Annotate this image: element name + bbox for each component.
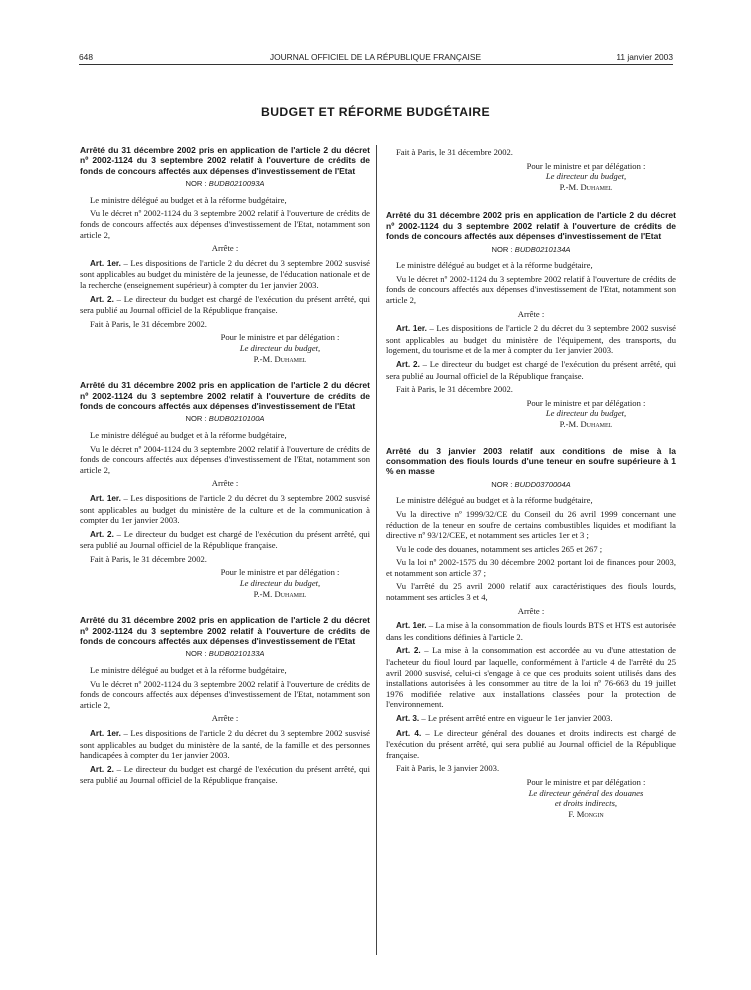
article-text: – Le directeur du budget est chargé de l'exécution du présent arrêté, qui sera publié au Journal officiel de la République française. xyxy=(80,763,370,786)
arrete-title: Arrêté du 31 décembre 2002 pris en application de l'article 2 du décret nº 2002-1124 du 3 septembre 2002 relatif à l'ouverture de crédits de fonds de concours affectés aux dépenses d'investissement de l'Etat xyxy=(386,210,676,242)
article-label: Art. 2. xyxy=(396,646,421,656)
nor-code: BUDB0210093A xyxy=(208,179,265,189)
arrete-block xyxy=(80,615,370,786)
page-number: 648 xyxy=(79,52,93,62)
signature-block xyxy=(496,777,676,819)
article-1 xyxy=(386,323,676,356)
visa: Vu le décret nº 2002-1124 du 3 septembre 2002 relatif à l'ouverture de crédits de fonds de concours affectés aux dépenses d'investissement de l'Etat, notamment son article 2, xyxy=(386,273,676,305)
article-text: – Le directeur du budget est chargé de l'exécution du présent arrêté, qui sera publié au Journal officiel de la République française. xyxy=(80,293,370,316)
place-date: Fait à Paris, le 31 décembre 2002. xyxy=(396,147,513,157)
arrete-title: Arrêté du 31 décembre 2002 pris en application de l'article 2 du décret nº 2002-1124 du 3 septembre 2002 relatif à l'ouverture de crédits de fonds de concours affectés aux dépenses d'investissement de l'Etat xyxy=(80,380,370,411)
signature-block xyxy=(190,332,370,364)
signature-block xyxy=(496,161,676,193)
nor-code: BUDB0210100A xyxy=(208,414,265,424)
article-label: Art. 1er. xyxy=(396,621,427,631)
signatory-name: P.-M. Duhamel xyxy=(253,588,307,599)
signatory-name: F. Mongin xyxy=(568,808,604,819)
minister-line: Le ministre délégué au budget et à la réforme budgétaire, xyxy=(90,665,287,676)
article-text: – Le directeur du budget est chargé de l'exécution du présent arrêté, qui sera publié au Journal officiel de la République française. xyxy=(386,358,676,381)
signatory-function: Le directeur du budget, xyxy=(239,578,321,589)
nor-reference xyxy=(386,480,676,491)
nor-label: NOR : xyxy=(185,649,207,659)
nor-code: BUDB0210134A xyxy=(514,244,571,254)
article-2 xyxy=(80,294,370,316)
arrete-word: Arrête : xyxy=(517,605,545,616)
arrete-block xyxy=(386,210,676,429)
arrete-word: Arrête : xyxy=(211,713,239,724)
arrete-word: Arrête : xyxy=(211,243,239,254)
nor-reference xyxy=(80,414,370,425)
article-1 xyxy=(386,620,676,642)
nor-reference xyxy=(80,649,370,660)
arrete-block xyxy=(80,145,370,364)
article-label: Art. 2. xyxy=(396,359,420,369)
journal-title: JOURNAL OFFICIEL DE LA RÉPUBLIQUE FRANÇAISE xyxy=(269,52,482,62)
arrete-title: Arrêté du 31 décembre 2002 pris en application de l'article 2 du décret nº 2002-1124 du 3 septembre 2002 relatif à l'ouverture de crédits de fonds de concours affectés aux dépenses d'investissement de l'Etat xyxy=(80,145,370,176)
minister-line: Le ministre délégué au budget et à la réforme budgétaire, xyxy=(90,429,287,440)
signature-block xyxy=(496,398,676,430)
visa: Vu le code des douanes, notamment ses articles 265 et 267 ; xyxy=(396,543,603,554)
arrete-word: Arrête : xyxy=(211,478,239,489)
article-label: Art. 2. xyxy=(90,764,114,774)
visa: Vu la directive nº 1999/32/CE du Conseil du 26 avril 1999 concernant une réduction de la teneur en soufre de certains combustibles liquides et modifiant la directive nº 93/12/CEE, et notamment ses articles 1er et 3 ; xyxy=(386,508,676,541)
article-2 xyxy=(80,764,370,786)
article-label: Art. 1er. xyxy=(90,729,121,739)
place-date: Fait à Paris, le 31 décembre 2002. xyxy=(396,384,513,395)
article-3 xyxy=(386,713,676,725)
signatory-function: Le directeur du budget, xyxy=(545,171,627,182)
signatory-function: Le directeur du budget, xyxy=(239,342,321,353)
visa: Vu l'arrêté du 25 avril 2000 relatif aux caractéristiques des fiouls lourds, notamment ses articles 3 et 4, xyxy=(386,581,676,603)
article-label: Art. 1er. xyxy=(90,493,121,503)
arrete-title: Arrêté du 31 décembre 2002 pris en application de l'article 2 du décret nº 2002-1124 du 3 septembre 2002 relatif à l'ouverture de crédits de fonds de concours affectés aux dépenses d'investissement de l'Etat xyxy=(80,615,370,647)
place-date: Fait à Paris, le 3 janvier 2003. xyxy=(396,763,500,774)
minister-line: Le ministre délégué au budget et à la réforme budgétaire, xyxy=(396,495,593,506)
article-text: – Les dispositions de l'article 2 du décret du 3 septembre 2002 susvisé sont applicables au budget du ministère de l'équipement, des transports, du logement, du tourisme et de la mer à compter du 1er janvier 2003. xyxy=(386,323,676,356)
article-label: Art. 1er. xyxy=(396,324,427,334)
signatory-function: et droits indirects, xyxy=(554,798,618,809)
article-4 xyxy=(386,728,676,761)
article-text: – Le présent arrêté entre en vigueur le 1er janvier 2003. xyxy=(419,713,613,723)
visa: Vu le décret nº 2002-1124 du 3 septembre 2002 relatif à l'ouverture de crédits de fonds de concours affectés aux dépenses d'investissement de l'Etat, notamment son article 2, xyxy=(80,208,370,240)
issue-date: 11 janvier 2003 xyxy=(616,52,673,62)
nor-code: BUDD0370004A xyxy=(514,479,571,489)
article-label: Art. 3. xyxy=(396,714,420,723)
article-2 xyxy=(80,529,370,551)
left-column xyxy=(80,145,370,802)
article-text: – Le directeur du budget est chargé de l'exécution du présent arrêté, qui sera publié au Journal officiel de la République française. xyxy=(80,528,370,551)
place-date: Fait à Paris, le 31 décembre 2002. xyxy=(90,553,207,564)
article-label: Art. 1er. xyxy=(90,258,121,268)
header-rule xyxy=(79,64,673,65)
article-text: – Le directeur général des douanes et droits indirects est chargé de l'exécution du présent arrêté, qui sera publié au Journal officiel de la République française. xyxy=(386,727,676,760)
delegation-line: Pour le ministre et par délégation : xyxy=(526,776,646,787)
article-1 xyxy=(80,493,370,526)
nor-label: NOR : xyxy=(185,414,207,424)
section-title: BUDGET ET RÉFORME BUDGÉTAIRE xyxy=(261,105,490,119)
nor-label: NOR : xyxy=(491,479,513,489)
nor-label: NOR : xyxy=(185,179,207,189)
signatory-name: P.-M. Duhamel xyxy=(253,353,307,364)
continued-signature xyxy=(386,147,676,192)
delegation-line: Pour le ministre et par délégation : xyxy=(526,397,646,408)
article-label: Art. 2. xyxy=(90,294,114,304)
arrete-block xyxy=(80,380,370,599)
place-date: Fait à Paris, le 31 décembre 2002. xyxy=(90,318,207,329)
delegation-line: Pour le ministre et par délégation : xyxy=(526,160,646,171)
article-label: Art. 2. xyxy=(90,529,114,539)
arrete-block xyxy=(386,446,676,820)
signatory-function: Le directeur du budget, xyxy=(545,408,627,419)
nor-reference xyxy=(386,245,676,256)
signatory-function: Le directeur général des douanes xyxy=(528,787,644,798)
arrete-word: Arrête : xyxy=(517,308,545,319)
article-text: – Les dispositions de l'article 2 du décret du 3 septembre 2002 susvisé sont applicables au budget du ministère de la santé, de la famille et des personnes handicapées à compter du 1er janvier 2003. xyxy=(80,728,370,761)
visa: Vu le décret nº 2002-1124 du 3 septembre 2002 relatif à l'ouverture de crédits de fonds de concours affectés aux dépenses d'investissement de l'Etat, notamment son article 2, xyxy=(80,678,370,710)
column-divider xyxy=(376,145,377,955)
visa: Vu le décret nº 2004-1124 du 3 septembre 2002 relatif à l'ouverture de crédits de fonds de concours affectés aux dépenses d'investissement de l'Etat, notamment son article 2, xyxy=(80,443,370,475)
article-text: – Les dispositions de l'article 2 du décret du 3 septembre 2002 susvisé sont applicables au budget du ministère de la culture et de la communication à compter du 1er janvier 2003. xyxy=(80,492,370,526)
nor-reference xyxy=(80,179,370,190)
article-1 xyxy=(80,728,370,761)
signatory-name: P.-M. Duhamel xyxy=(559,418,613,429)
minister-line: Le ministre délégué au budget et à la réforme budgétaire, xyxy=(90,194,287,205)
arrete-title: Arrêté du 3 janvier 2003 relatif aux conditions de mise à la consommation des fiouls lourds d'une teneur en soufre supérieure à 1 % en masse xyxy=(386,445,676,477)
nor-code: BUDB0210133A xyxy=(208,649,265,659)
nor-label: NOR : xyxy=(491,244,513,254)
right-column xyxy=(386,145,676,835)
article-1 xyxy=(80,258,370,291)
minister-line: Le ministre délégué au budget et à la réforme budgétaire, xyxy=(396,260,593,271)
article-2 xyxy=(386,359,676,381)
article-text: – La mise à la consommation est accordée au vu d'une attestation de l'acheteur du fioul lourd par laquelle, conformément à l'article 4 de l'arrêté du 25 avril 2000 susvisé, celui-ci s'engage à ce que ces produits soient utilisés dans des installations autorisées à les consommer au titre de la loi nº 76-663 du 19 juillet 1976 modifiée relative aux installations classées pour la protection de l'environnement. xyxy=(386,645,676,710)
article-2 xyxy=(386,645,676,710)
visa: Vu la loi nº 2002-1575 du 30 décembre 2002 portant loi de finances pour 2003, et notamment son article 37 ; xyxy=(386,557,676,578)
article-label: Art. 4. xyxy=(396,728,422,738)
delegation-line: Pour le ministre et par délégation : xyxy=(220,567,340,578)
delegation-line: Pour le ministre et par délégation : xyxy=(220,332,340,343)
signatory-name: P.-M. Duhamel xyxy=(559,181,613,192)
article-text: – La mise à la consommation de fiouls lourds BTS et HTS est autorisée dans les conditions définies à l'article 2. xyxy=(386,620,676,642)
signature-block xyxy=(190,567,370,599)
article-text: – Les dispositions de l'article 2 du décret du 3 septembre 2002 susvisé sont applicables au budget du ministère de la jeunesse, de l'éducation nationale et de la recherche (enseignement supérieur) à compter du 1er janvier 2003. xyxy=(80,257,370,290)
